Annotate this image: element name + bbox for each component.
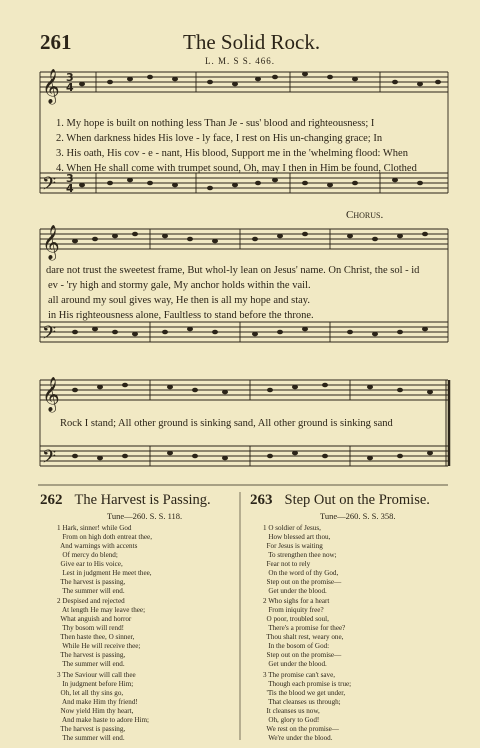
svg-text:𝄞: 𝄞: [42, 69, 60, 104]
svg-text:𝄞: 𝄞: [42, 225, 60, 260]
staff-1-treble: [40, 72, 448, 92]
hymn-title: The Solid Rock.: [183, 30, 321, 54]
verse-line: ev - 'ry high and stormy gale, My anchor holds within the vail.: [48, 280, 311, 291]
hymn-263-stanza: 1 O soldier of Jesus, How blessed art thou, For Jesus is waiting To strengthen thee now; Fear not to rely On the word of thy God, Step out on the promise— Get under the blood.: [263, 524, 342, 596]
verse-line: 1. My hope is built on nothing less Than Je - sus' blood and righteousness; I: [56, 118, 375, 129]
svg-text:𝄢: 𝄢: [42, 174, 57, 199]
staff-1-bass: [40, 173, 448, 193]
svg-text:4: 4: [66, 81, 74, 94]
hymn-262-stanza: 3 The Saviour will call thee In judgment before Him; Oh, let all thy sins go, And make Him thy friend! Now yield Him thy heart, And make haste to adore Him; The harvest is passing, The summer will end.: [57, 670, 150, 742]
svg-text:4: 4: [66, 182, 74, 195]
verse-lines-1: [56, 116, 417, 176]
hymn-number: 262: [40, 492, 63, 508]
hymn-262-stanza: 1 Hark, sinner! while God From on high doth entreat thee, And warnings with accents Of mercy do blend; Give ear to His voice, Lest in judgment He meet thee, The harvest is passing, The summer will end.: [57, 524, 152, 596]
verse-line: dare not trust the sweetest frame, But whol-ly lean on Jesus' name. On Christ, the sol - id: [46, 265, 420, 276]
verse-lines-2: [46, 263, 419, 323]
staff-2-bass: [40, 322, 448, 342]
verse-line: 4. When He shall come with trumpet sound, Oh, may I then in Him be found, Clothed: [56, 163, 417, 174]
verse-line: in His righteousness alone, Faultless to stand before the throne.: [48, 310, 314, 321]
hymn-number: 261: [40, 30, 72, 54]
hymn-meter: L. M. S S. 466.: [205, 56, 276, 66]
verse-line: 3. His oath, His cov - e - nant, His blood, Support me in the 'whelming flood: When: [56, 148, 408, 159]
staff-2-treble: [40, 229, 448, 249]
hymn-262-stanza: 2 Despised and rejected At length He may leave thee; What anguish and horror Thy bosom will rend! Then haste thee, O sinner, While He will receive thee; The harvest is passing, The summer will end.: [57, 597, 146, 669]
hymn-number: 263: [250, 492, 273, 508]
svg-text:3: 3: [66, 172, 74, 185]
svg-text:𝄞: 𝄞: [42, 377, 60, 412]
staff-3-treble: [40, 380, 448, 400]
hymn-title: The Harvest is Passing.: [74, 492, 211, 508]
chorus-lyric: Rock I stand; All other ground is sinking sand, All other ground is sinking sand: [60, 418, 393, 429]
hymn-262-tune: Tune—260. S. S. 118.: [107, 511, 183, 521]
verse-line: all around my soul gives way, He then is all my hope and stay.: [48, 295, 310, 306]
chorus-label: Chorus.: [346, 209, 384, 221]
hymn-262-header: [40, 491, 211, 509]
hymn-263-tune: Tune—260. S. S. 358.: [320, 511, 396, 521]
svg-text:𝄢: 𝄢: [42, 447, 57, 472]
hymn-263-header: [250, 491, 430, 509]
hymn-263-stanza: 2 Who sighs for a heart From iniquity free? O poor, troubled soul, There's a promise for thee? Thou shalt rest, weary one, In the bosom of God: Step out on the promise— Get under the blood.: [263, 597, 346, 669]
svg-text:𝄢: 𝄢: [42, 323, 57, 348]
hymn-263-stanza: 3 The promise can't save, Though each promise is true; 'Tis the blood we get under, That cleanses us through; It cleanses us now, Oh, glory to God! We rest on the promise— We're under the blood.: [263, 670, 352, 742]
hymn-title: Step Out on the Promise.: [284, 492, 430, 508]
verse-line: 2. When darkness hides His love - ly face, I rest on His un-changing grace; In: [56, 133, 383, 144]
svg-text:3: 3: [66, 71, 74, 84]
